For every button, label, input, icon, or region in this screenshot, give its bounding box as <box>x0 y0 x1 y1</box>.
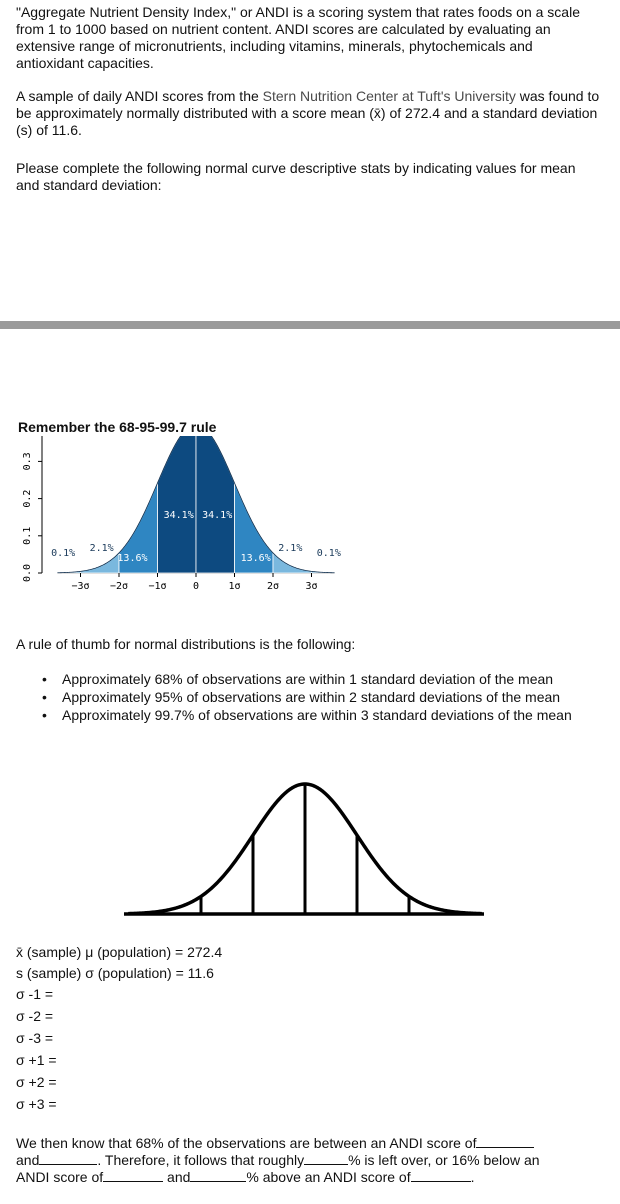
region-label: 2.1% <box>278 543 303 554</box>
region-label: 13.6% <box>240 553 271 564</box>
blank-below-score <box>103 1168 163 1182</box>
y-tick-label: 0.2 <box>22 489 33 508</box>
sd-line: s (sample) σ (population) = 11.6 <box>16 965 214 981</box>
rule-list <box>40 670 600 724</box>
blank-upper-score <box>39 1151 97 1165</box>
bullet-icon: • <box>42 671 47 687</box>
instruction-paragraph: Please complete the following normal curve descriptive stats by indicating values for mean and standard deviation: <box>16 160 576 193</box>
blank-above-percent <box>190 1168 246 1182</box>
mean-line: x̄ (sample) μ (population) = 272.4 <box>16 944 223 960</box>
region-3 <box>158 436 197 573</box>
region-label: 13.6% <box>117 553 148 564</box>
x-tick-label: 1σ <box>228 581 241 592</box>
sigma-plus-1: σ +1 = <box>16 1052 57 1068</box>
region-1 <box>81 553 120 573</box>
y-tick-label: 0.3 <box>22 452 33 471</box>
blank-above-score <box>411 1168 471 1182</box>
intro-paragraph: "Aggregate Nutrient Density Index," or ANDI is a scoring system that rates foods on a scale from 1 to 1000 based on nutrient content. ANDI scores are calculated by evaluating an extensive range of micronutrients, including vitamins, minerals, phytochemicals and antioxidant capacities. <box>16 4 580 71</box>
bullet-icon: • <box>42 707 47 723</box>
blank-leftover-percent <box>304 1151 348 1165</box>
x-tick-label: −3σ <box>71 581 90 592</box>
x-tick-label: 2σ <box>266 581 280 592</box>
region-label: 2.1% <box>89 543 114 554</box>
x-tick-label: −1σ <box>148 581 167 592</box>
normal-distribution-chart <box>0 436 360 596</box>
region-label: 0.1% <box>51 548 76 559</box>
figure-title: Remember the 68-95-99.7 rule <box>18 419 217 435</box>
bullet-icon: • <box>42 689 47 705</box>
x-tick-label: 0 <box>192 581 200 592</box>
x-tick-label: −2σ <box>109 581 129 592</box>
region-4 <box>196 436 235 573</box>
y-tick-label: 0.0 <box>22 563 33 583</box>
sample-text-after: was found to be approximately normally distributed with a score mean (x̄) of 272.4 and a standard deviation (s) of 11.6. <box>16 88 600 138</box>
region-label: 0.1% <box>316 548 341 559</box>
rule-item-95: • Approximately 95% of observations are within 2 standard deviations of the mean <box>42 689 561 705</box>
region-label: 34.1% <box>202 510 233 521</box>
sample-text-before: A sample of daily ANDI scores from the <box>16 88 263 104</box>
sigma-minus-3: σ -3 = <box>16 1030 54 1046</box>
region-6 <box>273 553 312 573</box>
sigma-tick-lines <box>149 784 461 914</box>
region-label: 34.1% <box>163 510 194 521</box>
blank-normal-curve <box>120 768 490 928</box>
rule-item-997: • Approximately 99.7% of observations are within 3 standard deviations of the mean <box>42 707 572 723</box>
sample-paragraph <box>16 88 601 139</box>
sigma-plus-2: σ +2 = <box>16 1074 57 1090</box>
x-tick-label: 3σ <box>305 581 318 592</box>
stern-center-link: Stern Nutrition Center at Tuft's University <box>262 88 516 104</box>
rule-intro: A rule of thumb for normal distributions is the following: <box>16 636 356 652</box>
section-divider <box>0 321 620 329</box>
blank-lower-score <box>476 1134 534 1148</box>
conclusion-paragraph: We then know that 68% of the observations are between an ANDI score of and . Therefore, it follows that roughly % is left over, or 16% below an ANDI score of and % above an ANDI score of . <box>16 1135 540 1185</box>
sigma-plus-3: σ +3 = <box>16 1096 57 1112</box>
rule-item-68: • Approximately 68% of observations are within 1 standard deviation of the mean <box>42 671 554 687</box>
y-tick-label: 0.1 <box>22 526 33 545</box>
sigma-minus-2: σ -2 = <box>16 1008 54 1024</box>
sigma-minus-1: σ -1 = <box>16 986 54 1002</box>
